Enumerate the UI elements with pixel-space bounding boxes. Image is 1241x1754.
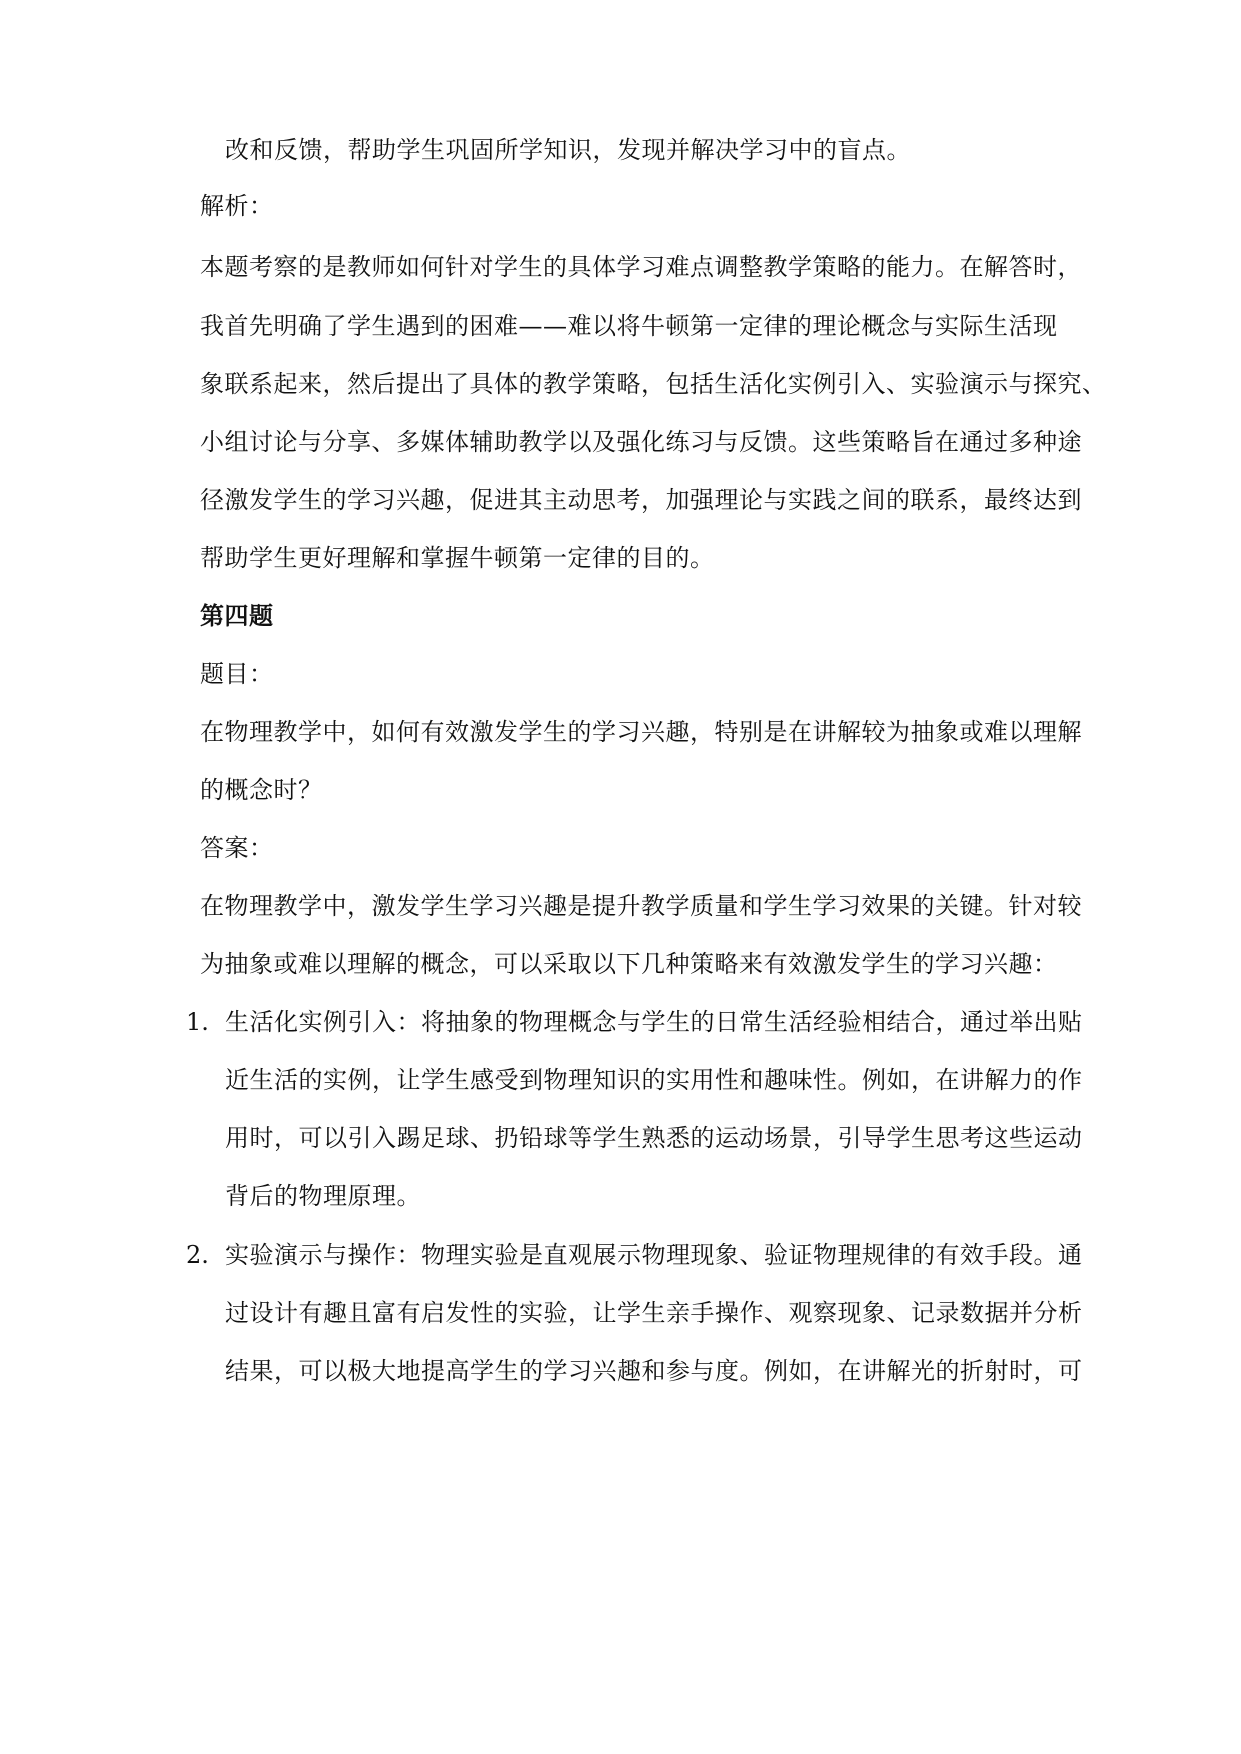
analysis-line: 我首先明确了学生遇到的困难——难以将牛顿第一定律的理论概念与实际生活现 — [200, 312, 1058, 340]
list-item-line: 实验演示与操作：物理实验是直观展示物理现象、验证物理规律的有效手段。通 — [225, 1241, 1083, 1269]
analysis-line: 帮助学生更好理解和掌握牛顿第一定律的目的。 — [200, 544, 715, 572]
analysis-line: 本题考察的是教师如何针对学生的具体学习难点调整教学策略的能力。在解答时， — [200, 253, 1082, 281]
analysis-label: 解析： — [200, 192, 274, 220]
section-title: 第四题 — [200, 601, 274, 630]
list-item-line: 近生活的实例，让学生感受到物理知识的实用性和趣味性。例如，在讲解力的作 — [225, 1066, 1083, 1094]
question-line: 在物理教学中，如何有效激发学生的学习兴趣，特别是在讲解较为抽象或难以理解 — [200, 718, 1082, 746]
list-item-line: 结果，可以极大地提高学生的学习兴趣和参与度。例如，在讲解光的折射时，可 — [225, 1357, 1083, 1385]
continuation-text: 改和反馈，帮助学生巩固所学知识，发现并解决学习中的盲点。 — [225, 136, 911, 164]
answer-intro-line: 为抽象或难以理解的概念，可以采取以下几种策略来有效激发学生的学习兴趣： — [200, 950, 1058, 978]
list-item-number: 2. — [186, 1241, 209, 1269]
list-item-line: 用时，可以引入踢足球、扔铅球等学生熟悉的运动场景，引导学生思考这些运动 — [225, 1124, 1083, 1152]
list-item-line: 背后的物理原理。 — [225, 1182, 421, 1210]
question-line: 的概念时？ — [200, 776, 323, 804]
analysis-line: 小组讨论与分享、多媒体辅助教学以及强化练习与反馈。这些策略旨在通过多种途 — [200, 428, 1082, 456]
list-item-line: 过设计有趣且富有启发性的实验，让学生亲手操作、观察现象、记录数据并分析 — [225, 1299, 1083, 1327]
analysis-line: 径激发学生的学习兴趣，促进其主动思考，加强理论与实践之间的联系，最终达到 — [200, 486, 1082, 514]
list-item-line: 生活化实例引入：将抽象的物理概念与学生的日常生活经验相结合，通过举出贴 — [225, 1008, 1083, 1036]
question-label: 题目： — [200, 660, 274, 688]
answer-intro-line: 在物理教学中，激发学生学习兴趣是提升教学质量和学生学习效果的关键。针对较 — [200, 892, 1082, 920]
list-item-number: 1. — [186, 1008, 209, 1036]
analysis-line: 象联系起来，然后提出了具体的教学策略，包括生活化实例引入、实验演示与探究、 — [200, 370, 1107, 398]
answer-label: 答案： — [200, 834, 274, 862]
